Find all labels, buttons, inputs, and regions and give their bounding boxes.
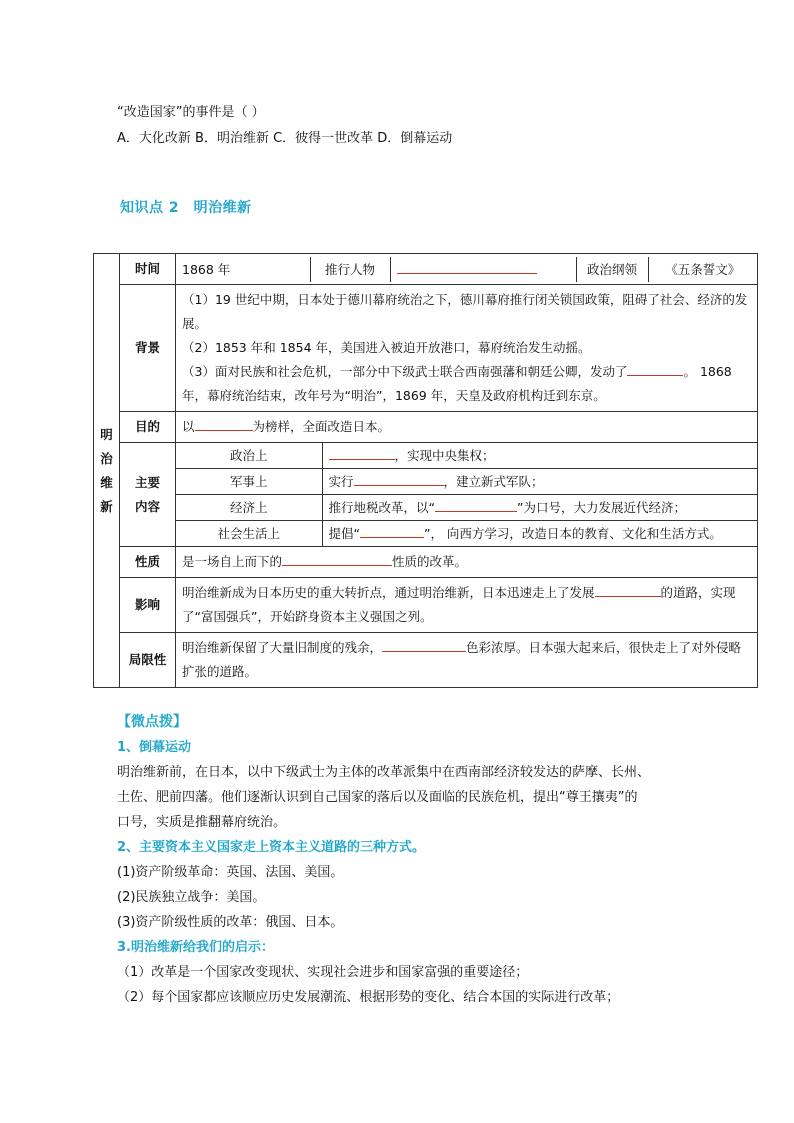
row-content — [94, 443, 758, 547]
row-purpose — [94, 412, 758, 443]
background-text: （1）19 世纪中期，日本处于德川幕府统治之下，德川幕府推行闭关锁国政策，阻碍了社会、经济的发展。 （2）1853 年和 1854 年，美国进入被迫开放港口，幕府统治发生动摇。 （3）面对民族和社会危机，一部分中下级武士联合西南强藩和朝廷公卿，发动了 。 1868 年，幕府统治结束，改年号为“明治”，1869 年，天皇及政府机构迁到东京。 — [176, 285, 758, 412]
limit-label: 局限性 — [120, 633, 176, 688]
row-nature — [94, 547, 758, 578]
time-label: 时间 — [120, 254, 176, 285]
row-impact — [94, 578, 758, 633]
content-politics: 政治上 ，实现中央集权； — [176, 443, 757, 469]
row-limit — [94, 633, 758, 688]
tips-section — [117, 710, 650, 1010]
row-time — [94, 254, 758, 285]
tips-section2-title: 2、主要资本主义国家走上资本主义道路的三种方式。 — [117, 840, 426, 855]
question-stem: “改造国家”的事件是（ ） — [117, 105, 265, 120]
content-economy: 经济上 推行地税改革，以“ ”为口号，大力发展近代经济； — [176, 495, 757, 521]
meiji-restoration-table — [93, 253, 758, 688]
content-label: 主要内容 — [120, 443, 176, 547]
program-value: 《五条誓文》 — [665, 261, 741, 277]
purpose-text: 以 为榜样，全面改造日本。 — [176, 412, 758, 443]
tips-section3-line: （2）每个国家都应该顺应历史发展潮流、根据形势的变化、结合本国的实际进行改革； — [117, 990, 620, 1005]
knowledge-point-title: 知识点 2 明治维新 — [120, 200, 252, 216]
tips-section2-line: (2)民族独立战争：美国。 — [117, 890, 266, 905]
tips-section1-line: 口号，实质是推翻幕府统治。 — [117, 815, 287, 830]
tips-heading: 【微点拨】 — [117, 714, 187, 730]
tips-section1-line: 明治维新前，在日本，以中下级武士为主体的改革派集中在西南部经济较发达的萨摩、长州、 — [117, 765, 651, 780]
side-label: 明 治 维 新 — [94, 254, 120, 688]
person-label: 推行人物 — [310, 257, 390, 282]
nature-text: 是一场自上而下的 性质的改革。 — [176, 547, 758, 578]
nature-label: 性质 — [120, 547, 176, 578]
tips-section3-line: （1）改革是一个国家改变现状、实现社会进步和国家富强的重要途径； — [117, 965, 529, 980]
question — [117, 100, 452, 152]
tips-section3-title: 3.明治维新给我们的启示： — [117, 940, 274, 955]
tips-section2-line: (1)资产阶级革命：英国、法国、美国。 — [117, 865, 344, 880]
tips-section1-line: 土佐、肥前四藩。他们逐渐认识到自己国家的落后以及面临的民族危机，提出“尊王攘夷”的 — [117, 790, 638, 805]
tips-section2-line: (3)资产阶级性质的改革：俄国、日本。 — [117, 915, 344, 930]
impact-text: 明治维新成为日本历史的重大转折点，通过明治维新，日本迅速走上了发展 的道路，实现了“富国强兵”，开始跻身资本主义强国之列。 — [176, 578, 758, 633]
row-background — [94, 285, 758, 412]
background-label: 背景 — [120, 285, 176, 412]
question-options: A．大化改新 B．明治维新 C．彼得一世改革 D．倒幕运动 — [117, 131, 453, 146]
time-value: 1868 年 — [176, 257, 310, 282]
purpose-label: 目的 — [120, 412, 176, 443]
person-blank — [390, 257, 576, 282]
content-society: 社会生活上 提倡“ ”， 向西方学习，改造日本的教育、文化和生活方式。 — [176, 521, 757, 547]
impact-label: 影响 — [120, 578, 176, 633]
limit-text: 明治维新保留了大量旧制度的残余， 色彩浓厚。日本强大起来后，很快走上了对外侵略扩张的道路。 — [176, 633, 758, 688]
tips-section1-title: 1、倒幕运动 — [117, 740, 192, 755]
content-military: 军事上 实行 ，建立新式军队； — [176, 469, 757, 495]
program-label: 政治纲领 — [576, 257, 648, 282]
